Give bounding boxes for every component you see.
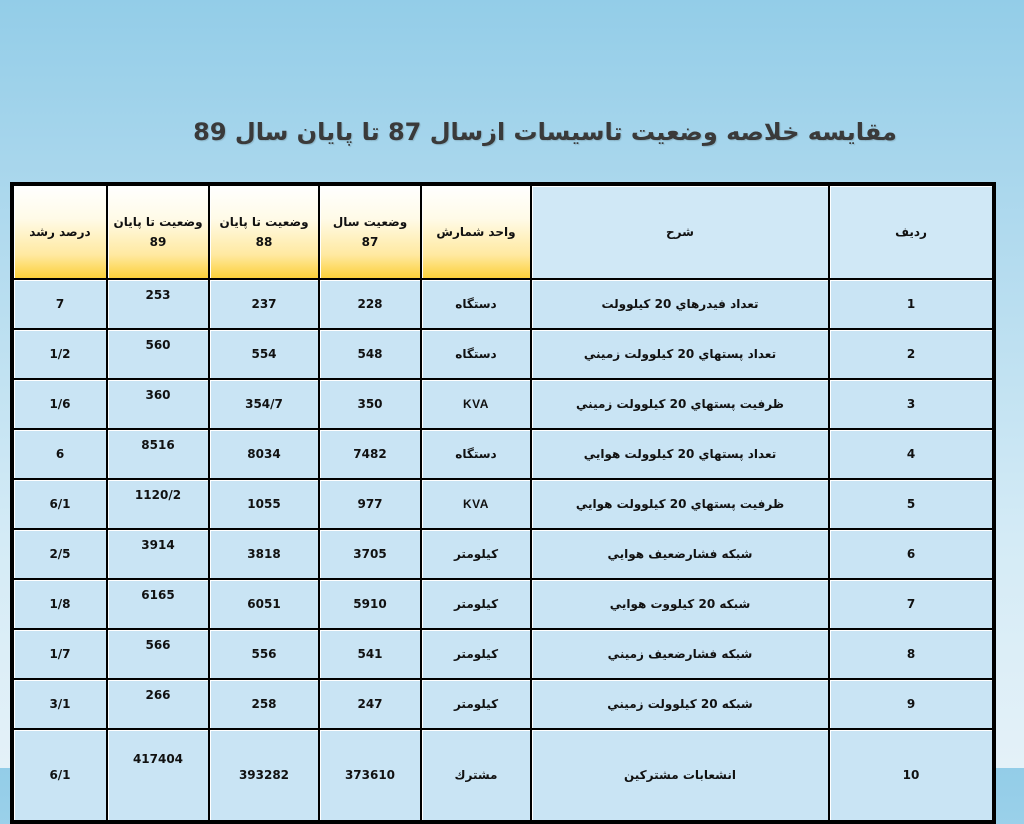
cell-year-87: 3705 xyxy=(319,529,421,579)
cell-row-number: 8 xyxy=(829,629,993,679)
cell-row-number: 9 xyxy=(829,679,993,729)
cell-description: انشعابات مشترکين xyxy=(531,729,829,821)
cell-description: ظرفيت پستهاي 20 کيلوولت زميني xyxy=(531,379,829,429)
table-row xyxy=(13,729,993,821)
cell-unit: کيلومتر xyxy=(421,579,531,629)
table-row xyxy=(13,629,993,679)
cell-description: شبکه فشارضعيف زميني xyxy=(531,629,829,679)
cell-end-88: 556 xyxy=(209,629,319,679)
cell-growth: 1/7 xyxy=(13,629,107,679)
cell-end-89: 8516 xyxy=(107,429,209,479)
slide-title: مقايسه خلاصه وضعيت تاسيسات ازسال 87 تا پايان سال 89 xyxy=(193,118,897,146)
cell-growth: 3/1 xyxy=(13,679,107,729)
cell-row-number: 10 xyxy=(829,729,993,821)
cell-growth: 6/1 xyxy=(13,479,107,529)
cell-growth: 1/8 xyxy=(13,579,107,629)
cell-unit: دستگاه xyxy=(421,279,531,329)
comparison-table xyxy=(10,182,996,824)
cell-growth: 6 xyxy=(13,429,107,479)
cell-year-87: 350 xyxy=(319,379,421,429)
cell-end-88: 1055 xyxy=(209,479,319,529)
cell-year-87: 5910 xyxy=(319,579,421,629)
cell-row-number: 1 xyxy=(829,279,993,329)
cell-end-89: 266 xyxy=(107,679,209,729)
cell-end-88: 258 xyxy=(209,679,319,729)
cell-unit: KVA xyxy=(421,379,531,429)
cell-row-number: 3 xyxy=(829,379,993,429)
cell-row-number: 7 xyxy=(829,579,993,629)
header-end-88-line1: وضعيت تا پايان xyxy=(219,215,309,229)
cell-end-88: 393282 xyxy=(209,729,319,821)
cell-description: تعداد پستهاي 20 کيلوولت زميني xyxy=(531,329,829,379)
cell-end-88: 3818 xyxy=(209,529,319,579)
cell-growth: 6/1 xyxy=(13,729,107,821)
cell-end-89: 560 xyxy=(107,329,209,379)
header-row-number: رديف xyxy=(829,185,993,279)
cell-year-87: 247 xyxy=(319,679,421,729)
cell-end-88: 237 xyxy=(209,279,319,329)
table-row xyxy=(13,479,993,529)
header-end-89 xyxy=(107,185,209,279)
cell-description: ظرفيت پستهاي 20 کيلوولت هوايي xyxy=(531,479,829,529)
cell-end-89: 3914 xyxy=(107,529,209,579)
cell-unit: دستگاه xyxy=(421,429,531,479)
cell-year-87: 7482 xyxy=(319,429,421,479)
header-end-88 xyxy=(209,185,319,279)
cell-unit: کيلومتر xyxy=(421,629,531,679)
header-end-89-line2: 89 xyxy=(149,235,167,249)
header-year-87-line1: وضعيت سال xyxy=(332,215,408,229)
cell-end-89: 417404 xyxy=(107,729,209,821)
header-year-87 xyxy=(319,185,421,279)
cell-year-87: 977 xyxy=(319,479,421,529)
cell-unit: کيلومتر xyxy=(421,679,531,729)
cell-growth: 2/5 xyxy=(13,529,107,579)
cell-row-number: 2 xyxy=(829,329,993,379)
cell-description: تعداد پستهاي 20 کيلوولت هوايي xyxy=(531,429,829,479)
cell-row-number: 6 xyxy=(829,529,993,579)
cell-unit: مشترك xyxy=(421,729,531,821)
cell-description: تعداد فيدرهاي 20 کيلوولت xyxy=(531,279,829,329)
cell-end-88: 554 xyxy=(209,329,319,379)
table-row xyxy=(13,429,993,479)
cell-row-number: 4 xyxy=(829,429,993,479)
header-end-88-line2: 88 xyxy=(255,235,273,249)
cell-growth: 1/6 xyxy=(13,379,107,429)
cell-growth: 1/2 xyxy=(13,329,107,379)
cell-end-88: 6051 xyxy=(209,579,319,629)
table-row xyxy=(13,679,993,729)
cell-year-87: 541 xyxy=(319,629,421,679)
table-row xyxy=(13,279,993,329)
cell-end-88: 8034 xyxy=(209,429,319,479)
cell-end-89: 253 xyxy=(107,279,209,329)
table-header-row xyxy=(13,185,993,279)
cell-end-89: 6165 xyxy=(107,579,209,629)
cell-description: شبکه 20 کيلوولت زميني xyxy=(531,679,829,729)
cell-unit: کيلومتر xyxy=(421,529,531,579)
table-row xyxy=(13,579,993,629)
cell-year-87: 548 xyxy=(319,329,421,379)
cell-description: شبکه فشارضعيف هوايي xyxy=(531,529,829,579)
cell-end-89: 1120/2 xyxy=(107,479,209,529)
cell-year-87: 228 xyxy=(319,279,421,329)
header-growth: درصد رشد xyxy=(13,185,107,279)
cell-growth: 7 xyxy=(13,279,107,329)
cell-unit: دستگاه xyxy=(421,329,531,379)
cell-row-number: 5 xyxy=(829,479,993,529)
header-end-89-line1: وضعيت تا پايان xyxy=(113,215,203,229)
table-row xyxy=(13,529,993,579)
header-unit: واحد شمارش xyxy=(421,185,531,279)
cell-description: شبکه 20 کيلووت هوايي xyxy=(531,579,829,629)
cell-end-89: 566 xyxy=(107,629,209,679)
cell-end-88: 354/7 xyxy=(209,379,319,429)
header-description: شرح xyxy=(531,185,829,279)
cell-unit: KVA xyxy=(421,479,531,529)
header-year-87-line2: 87 xyxy=(361,235,379,249)
cell-year-87: 373610 xyxy=(319,729,421,821)
table-row xyxy=(13,379,993,429)
cell-end-89: 360 xyxy=(107,379,209,429)
table-row xyxy=(13,329,993,379)
